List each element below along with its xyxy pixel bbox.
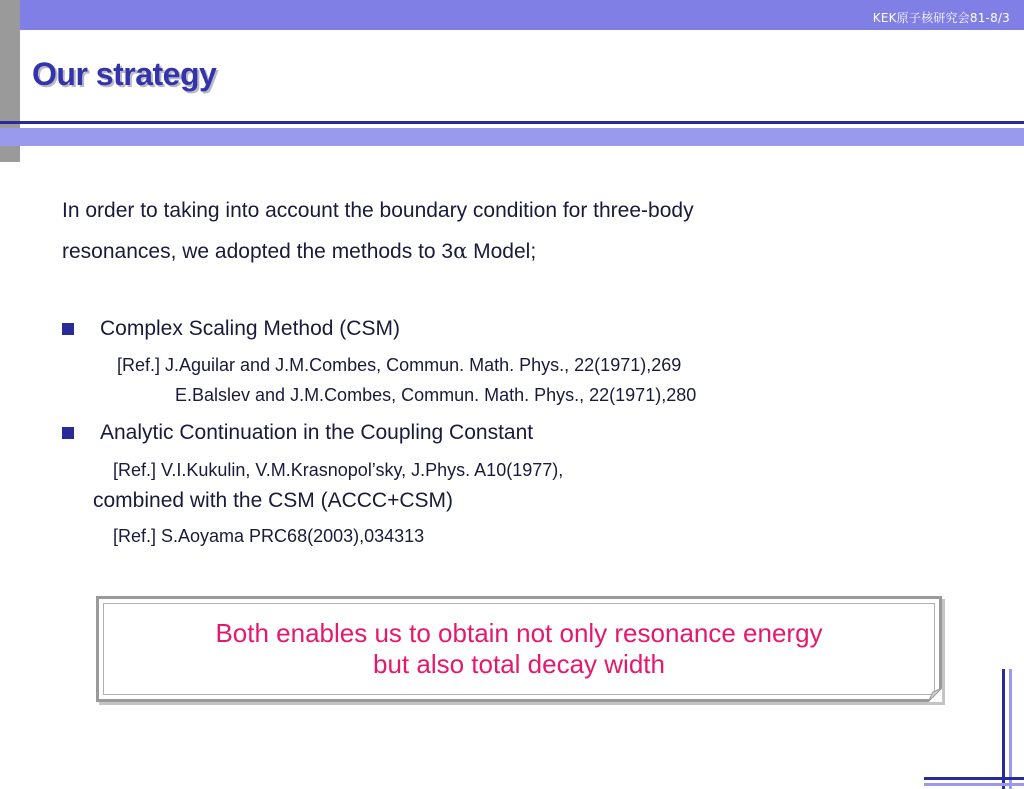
list-item [62, 421, 533, 445]
intro-line-2-suffix: Model; [467, 240, 537, 263]
list-item [62, 317, 400, 341]
header-bar [0, 0, 1024, 30]
intro-line-2-prefix: resonances, we adopted the methods to 3 [62, 240, 454, 263]
item-label-accc: Analytic Continuation in the Coupling Constant [100, 421, 534, 444]
square-bullet-icon [62, 323, 74, 335]
reference-line: [Ref.] J.Aguilar and J.M.Combes, Commun. Math. Phys., 22(1971),269 [117, 355, 682, 375]
square-bullet-icon [62, 427, 74, 439]
title-rule-light [0, 128, 1024, 146]
slide-title: Our strategy [32, 56, 217, 92]
intro-line-2 [62, 231, 962, 272]
reference-line: [Ref.] S.Aoyama PRC68(2003),034313 [113, 526, 425, 546]
corner-decoration [894, 659, 1024, 789]
callout-box [96, 596, 942, 702]
reference-line: [Ref.] V.I.Kukulin, V.M.Krasnopol’sky, J.Phys. A10(1977), [113, 460, 564, 480]
title-rule-dark [0, 121, 1024, 124]
reference-line: E.Balslev and J.M.Combes, Commun. Math. Phys., 22(1971),280 [175, 385, 697, 405]
callout-line-1: Both enables us to obtain not only resonance energy [215, 618, 823, 648]
intro-line-1: In order to taking into account the boundary condition for three-body [62, 199, 694, 222]
item-continuation: combined with the CSM (ACCC+CSM) [93, 489, 454, 512]
alpha-symbol: α [453, 239, 468, 263]
item-label-csm: Complex Scaling Method (CSM) [100, 317, 400, 340]
callout-line-2: but also total decay width [373, 649, 665, 679]
header-label: KEK原子核研究会81-8/3 [872, 11, 1010, 25]
intro-paragraph [62, 190, 962, 272]
callout-text [99, 618, 939, 680]
